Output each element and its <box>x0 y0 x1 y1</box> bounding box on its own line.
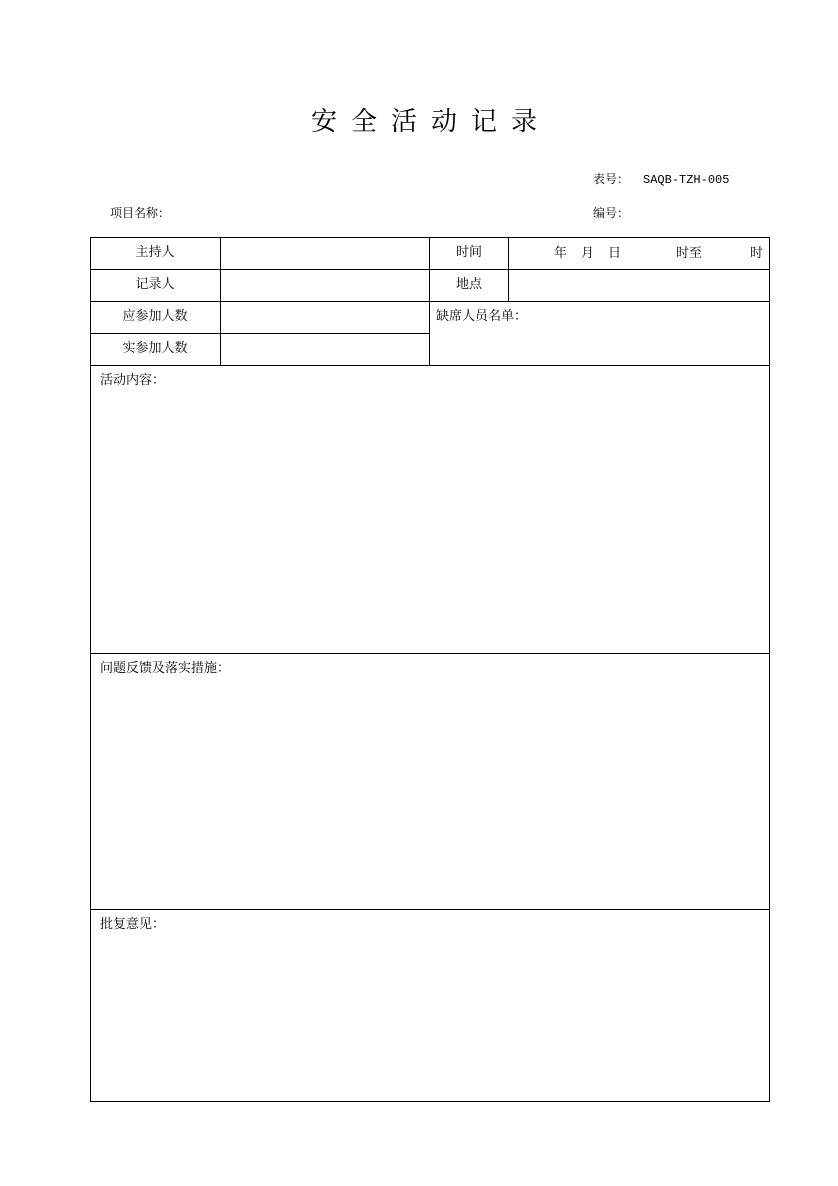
record-table <box>90 237 770 1102</box>
approval-opinion-label: 批复意见： <box>100 917 166 932</box>
time-hour: 时 <box>750 246 764 261</box>
location-field[interactable] <box>509 270 769 301</box>
activity-content-label: 活动内容： <box>100 373 166 388</box>
actual-attendance-field[interactable] <box>221 334 429 365</box>
location-label: 地点 <box>455 277 482 292</box>
host-field[interactable] <box>221 238 429 269</box>
host-label: 主持人 <box>135 245 175 260</box>
form-number <box>593 171 729 188</box>
time-hour-to: 时至 <box>676 246 703 261</box>
feedback-measures-field[interactable] <box>91 680 769 908</box>
form-number-label: 表号： <box>593 172 630 186</box>
document-title: 安全活动记录 <box>310 107 551 137</box>
project-name-label: 项目名称： <box>110 206 171 220</box>
time-field[interactable] <box>509 238 769 269</box>
activity-content-field[interactable] <box>91 392 769 652</box>
time-month: 月 <box>581 246 595 261</box>
recorder-field[interactable] <box>221 270 429 301</box>
serial-number-label: 编号： <box>593 206 630 220</box>
absent-list-field[interactable] <box>430 327 769 365</box>
expected-attendance-label: 应参加人数 <box>122 309 188 324</box>
expected-attendance-field[interactable] <box>221 302 429 333</box>
time-year: 年 <box>554 246 568 261</box>
approval-opinion-field[interactable] <box>91 936 769 1100</box>
actual-attendance-label: 实参加人数 <box>122 341 188 356</box>
recorder-label: 记录人 <box>135 277 175 292</box>
feedback-measures-label: 问题反馈及落实措施： <box>100 661 231 676</box>
form-number-value: SAQB-TZH-005 <box>643 173 730 187</box>
time-day: 日 <box>608 246 622 261</box>
time-label: 时间 <box>455 245 482 260</box>
absent-list-label: 缺席人员名单： <box>436 309 528 324</box>
